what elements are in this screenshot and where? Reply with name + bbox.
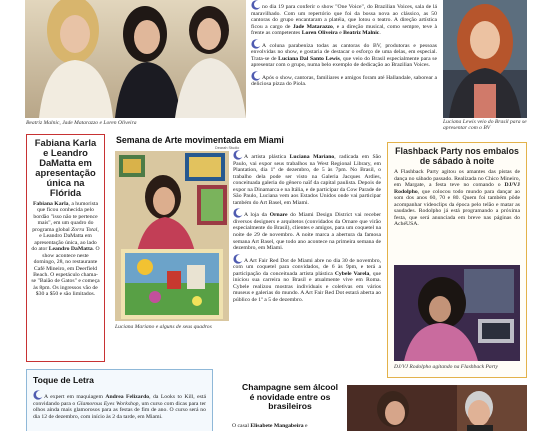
right-photo-caption: Luciana Lewis veio do Brasil para se apresentar com o BV [443,119,527,132]
flashback-caption: DJ/VJ Rodolpho agitando na Flashback Party [394,364,498,370]
moon-bullet-icon [233,254,243,264]
toque-box [26,369,213,431]
photo-luciana-mariano [115,151,229,321]
moon-bullet-icon [233,150,243,160]
toque-title: Toque de Letra [33,375,94,385]
arte-caption: Luciana Mariano e alguns de seus quadros [115,324,212,330]
moon-bullet-icon [233,208,243,218]
photo-champagne-couple [347,385,527,431]
fabiana-box [26,134,105,362]
moon-bullet-icon [251,71,261,81]
photo-dj-rodolpho [394,265,520,361]
top-column-text: no dia 19 para conferir o show "One Voice", do Brazilian Voices, sala de lá maravilhado. Com um repertório que foi da bossa nova ao clássico, as 50 cantoras do grupo encantaram a platéia, que lotou o teatro. A direção artística ficou a cargo de Jade Matarazzo, e a direção musical, como sempre, teve à frente as competentes Loren Oliveira e Beatriz Malnic. A coluna parabeniza todas as cantoras do BV, produtoras e pessoas envolvidas no show, e gostaria de destacar o esforço de uma delas, em especial. Trata-se de Luciana Dal Santo Lewis, que veio do Brasil especialmente para se apresentar com o grupo, numa belo exemplo de dedicação ao Brazilian Voices. Após o show, cantoras, familiares e amigos foram até Hallandale, saborear a deliciosa pizza do Piola. [251,0,437,90]
fabiana-title: Fabiana Karla e Leandro DaMatta em apresentação única na Flórida [34,137,97,198]
arte-title: Semana de Arte movimentada em Miami [116,135,284,145]
flashback-box [387,142,527,378]
flashback-text: A Flashback Party agitou os amantes das pistas de dança no sábado passado. Realizada no Chico Mineiro, em Margate, a festa teve no comando o DJ/VJ Rodolpho, que colocou todo mundo para dançar ao som dos anos 60, 70 e 80. Quem foi também pôde acompanhar videoclips da época pelo telão e matar as saudades. Rodolpho já está programando a próxima festa, que será anunciada em breve nas páginas do AchéUSA. [394,169,521,228]
toque-text: A expert em maquiagem Andrea Felizardo, da Looks to Kill, está convidando para o Glamorous Eyes Workshop, um curso com dicas para ter olhos ainda mais glamorosos para as festas de fim de ano. O curso será no dia 12 de dezembro, com início às 2 da tarde, em Miami. [33,390,206,420]
fabiana-text: Fabiana Karla, a humorista que ficou conhecida pelo bordão "isso não te pertence mais", em um quadro do programa global Zorra Total, e Leandro DaMatta em apresentação única, ao lado do ator Leandro DaMatta. O show acontece neste domingo, 28, no restaurante Café Mineiro, em Deerfield Beach. O espetáculo chama-se "Baião de Gatos" e começa às 8pm. Os ingressos vão de $30 a $50 e são limitados. [31,201,100,298]
moon-bullet-icon [33,390,43,400]
photo-three-women [25,0,246,118]
flashback-title: Flashback Party nos embalos de sábado à noite [395,146,519,166]
champagne-title: Champagne sem álcool é novidade entre os brasileiros [242,382,338,412]
champagne-text: O casal Elisabete Mangabeira e [232,423,308,429]
top-photo-caption: Beatriz Malnic, Jade Matarazzo e Loren Oliveira [26,120,137,126]
arte-text: A artista plástica Luciana Mariano, radicada em São Paulo, vai expor seus trabalhos na West Regional Library, em Plantation, dia 1º de dezembro, de 5 às 7pm. No Brasil, o trabalho dela pode ser visto na Galeria Jacques Ardies, conceituada galeria do gênero naïf da capital paulista. Depois de expor na Dinamarca e na Itália, e de participar da Cow Parade de São Paulo, Luciana vem aos Estados Unidos onde vai participar também do Art Basel, em Miami. A loja da Ornare do Miami Design District vai receber diversos designers e arquitetos (convidados da Ornare que virão especialmente do Brasil), clientes e amigos, para um coquetel na noite de 29 de novembro. A noite marca a abertura da famosa semana Art Basel, que todo ano acontece na primeira semana de dezembro, em Miami. A Art Fair Red Dot de Miami abre no dia 30 de novembro, com um coquetel para convidados, de 6 às 9pm, e terá a participação da conceituada artista plástica Cybele Varela, que iniciou sua carreira no Brasil e atualmente vive em Roma. Cybele realizou mostras individuais e coletivas em vários museus e galerias do mundo. A Art Fair Red Dot estará aberta ao público de 1º a 5 de dezembro. [233,150,381,305]
moon-bullet-icon [251,39,261,49]
moon-bullet-icon [251,0,261,10]
photo-credit: Dearah Studio [215,146,240,150]
photo-luciana-lewis [443,0,527,118]
